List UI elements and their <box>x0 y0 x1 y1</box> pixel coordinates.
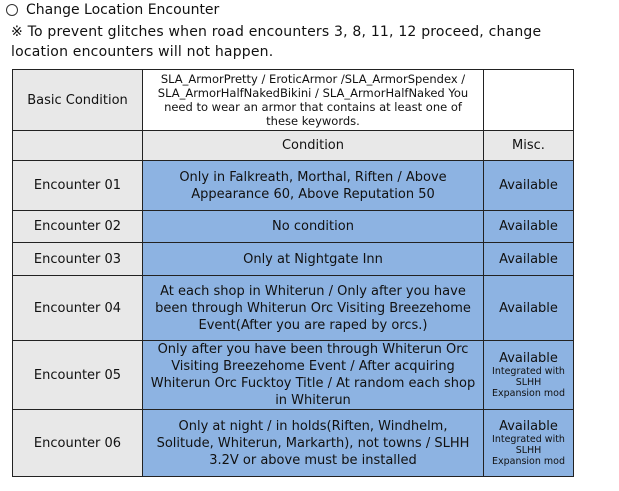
encounter-label: Encounter 06 <box>13 410 143 477</box>
basic-condition-misc <box>484 70 574 131</box>
table-row <box>13 276 574 341</box>
encounter-label: Encounter 05 <box>13 341 143 410</box>
section-heading <box>6 1 219 19</box>
header-condition: Condition <box>143 131 484 161</box>
misc-available: Available <box>499 418 558 434</box>
table-row <box>13 211 574 243</box>
encounter-label: Encounter 04 <box>13 276 143 341</box>
encounter-condition: Only in Falkreath, Morthal, Riften / Above Appearance 60, Above Reputation 50 <box>143 161 484 211</box>
encounter-label: Encounter 03 <box>13 243 143 276</box>
encounter-condition: Only at Nightgate Inn <box>143 243 484 276</box>
header-misc: Misc. <box>484 131 574 161</box>
encounter-condition: At each shop in Whiterun / Only after you have been through Whiterun Orc Visiting Breezehome Event(After you are raped by orcs.) <box>143 276 484 341</box>
note-text: ※ To prevent glitches when road encounters 3, 8, 11, 12 proceed, change location encounters will not happen. <box>11 24 542 60</box>
table-header-row <box>13 131 574 161</box>
table-row <box>13 243 574 276</box>
encounter-condition: Only at night / in holds(Riften, Windhelm, Solitude, Whiterun, Markarth), not towns / SLHH 3.2V or above must be installed <box>143 410 484 477</box>
table-row <box>13 341 574 410</box>
encounter-misc <box>484 341 574 410</box>
misc-note: Integrated with SLHH Expansion mod <box>491 365 566 399</box>
encounter-misc: Available <box>484 276 574 341</box>
header-empty-cell <box>13 131 143 161</box>
encounter-label: Encounter 02 <box>13 211 143 243</box>
encounter-label: Encounter 01 <box>13 161 143 211</box>
table-row <box>13 70 574 131</box>
encounter-condition: No condition <box>143 211 484 243</box>
encounter-misc: Available <box>484 161 574 211</box>
table-row <box>13 410 574 477</box>
encounter-condition: Only after you have been through Whiterun Orc Visiting Breezehome Event / After acquiring Whiterun Orc Fucktoy Title / At random each shop in Whiterun <box>143 341 484 410</box>
heading-text: Change Location Encounter <box>26 2 220 18</box>
radio-button[interactable] <box>6 4 18 16</box>
basic-condition-text: SLA_ArmorPretty / EroticArmor /SLA_ArmorSpendex / SLA_ArmorHalfNakedBikini / SLA_ArmorHalfNaked You need to wear an armor that contains at least one of these keywords. <box>143 70 484 131</box>
encounter-table <box>12 69 574 477</box>
encounter-misc <box>484 410 574 477</box>
basic-condition-label: Basic Condition <box>13 70 143 131</box>
misc-available: Available <box>499 350 558 366</box>
encounter-misc: Available <box>484 243 574 276</box>
table-row <box>13 161 574 211</box>
misc-note: Integrated with SLHH Expansion mod <box>491 433 566 467</box>
encounter-misc: Available <box>484 211 574 243</box>
